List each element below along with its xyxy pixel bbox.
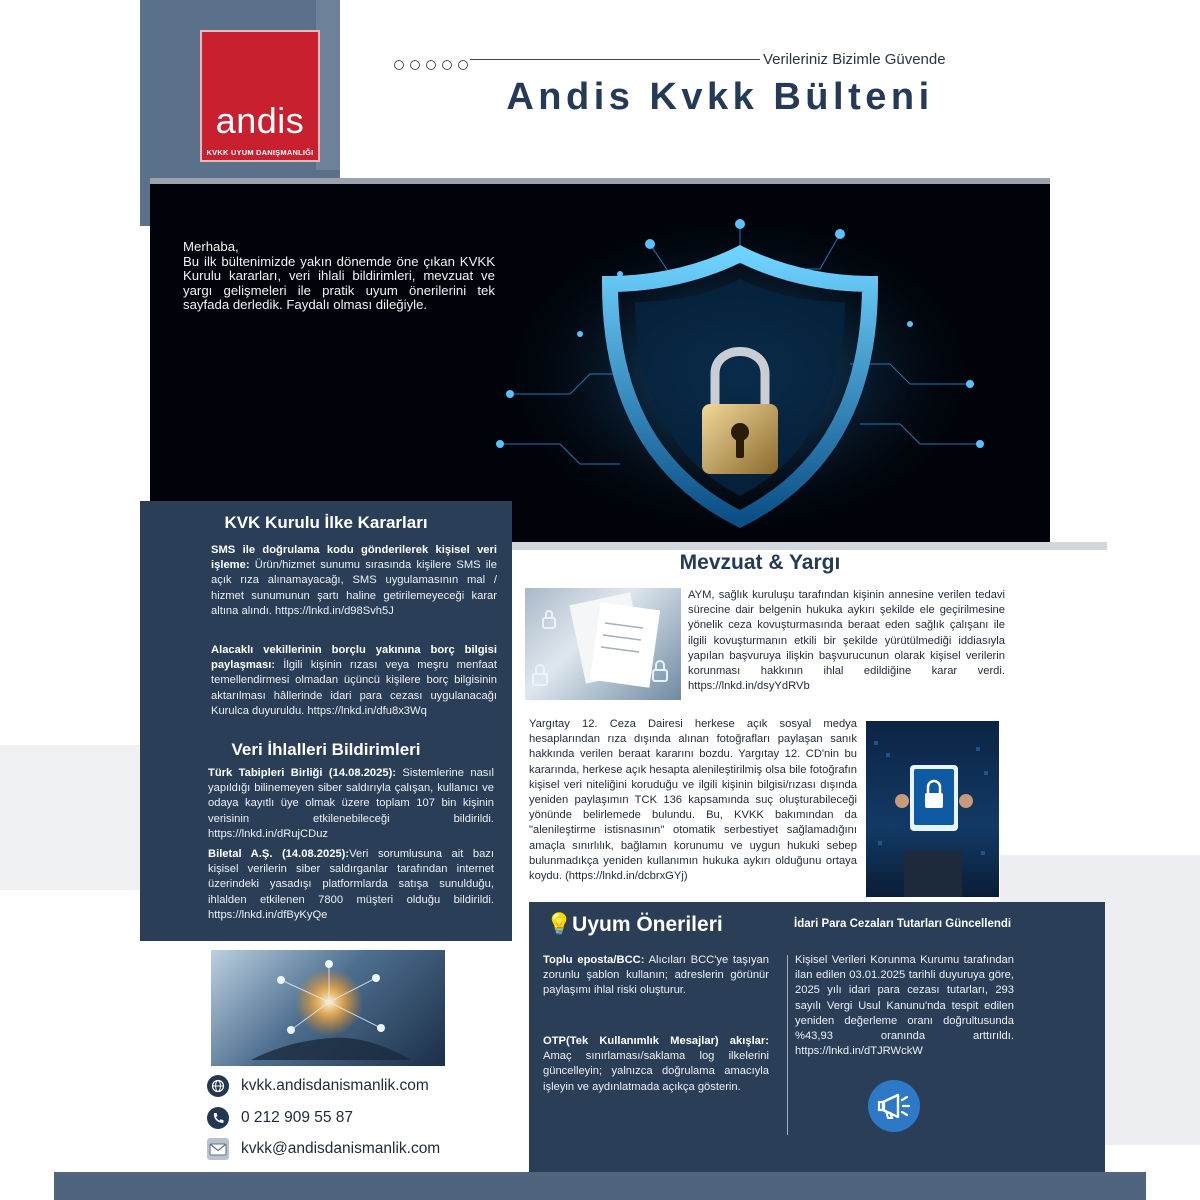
item-lead: OTP(Tek Kullanımlık Mesajlar) akışlar: [543,1035,769,1047]
recommendation-item [543,1034,769,1095]
item-body: İlgili kişinin rızası veya meşru menfaat temellendirmesi olmadan üçüncü kişilere borç bilgisinin aktarılması hâllerinde idari para cezası uygulanacağı Kurulca duyuruldu. https://lnkd.in/dfu8x3Wq [211,659,497,717]
globe-icon [207,1075,229,1097]
envelope-icon [207,1138,229,1160]
fines-text: Kişisel Verileri Korunma Kurumu tarafından ilan edilen 03.01.2025 tarihli duyuruya göre, 2025 yılı idari para cezası tutarları, 293 sayılı Vergi Usul Kanunu'nda tespit edilen yeniden değerleme oranı doğrultusunda %43,93 oranında arttırıldı. https://lnkd.in/dTJRWckW [795,954,1014,1058]
tagline: Verileriniz Bizimle Güvende [763,51,946,68]
tablet-lock-photo [866,721,999,897]
board-decision-item [211,643,497,719]
item-lead: Alacaklı vekillerinin borçlu yakınına borç bilgisi paylaşması: [211,644,497,672]
panel-divider [787,955,788,1135]
megaphone-icon [868,1080,920,1132]
item-lead: Toplu eposta/BCC: [543,954,645,966]
recommendations-title [546,913,723,937]
left-news-panel [140,501,512,941]
item-body: Sistemlerine nasıl yapıldığı bilinemeyen siber saldırıyla çalışan, kullanıcı ve odaya kayıtlı üye olmak üzere toplam 107 bin kişinin verisinin etkilenebileceği bildirildi. https://lnkd.in/dRujCDuz [208,767,494,840]
network-hand-image [211,950,445,1066]
network-hand-photo [211,950,445,1066]
breach-notices-title: Veri İhlalleri Bildirimleri [231,740,421,759]
contact-phone[interactable] [207,1107,353,1129]
logo-subtitle: KVKK UYUM DANIŞMANLIĞI [206,148,314,157]
board-decisions-title: KVK Kurulu İlke Kararları [224,513,428,532]
header-rule [470,59,760,60]
recommendations-title-text: Uyum Önerileri [572,913,723,936]
phone-number[interactable]: 0 212 909 55 87 [241,1109,354,1126]
section-strip [510,542,1107,550]
shield-lock-illustration [150,184,1050,542]
item-lead: Biletal A.Ş. (14.08.2025): [208,848,350,860]
item-body: Ürün/hizmet sunumu sırasında kişilere SMS ile açık rıza alınamayacağı, SMS uygulamasının mal / hizmet sunumunun şartı haline getirilemeyeceği karar altına alındı. https://lnkd.in/d98Svh5J [211,559,497,617]
item-body: Veri sorumlusuna ait bazı kişisel verilerin siber saldırganlar tarafından internet üzerindeki yasadışı platformlarda satışa sunulduğu, ihlalden etkilenen 7800 müşteri olduğu bildirildi. https://lnkd.in/dfByKyQe [208,848,494,921]
phone-icon [207,1107,229,1129]
board-decision-item [211,543,497,619]
recommendation-item [543,953,769,999]
legislation-item-aym: AYM, sağlık kuruluşu tarafından kişinin annesine verilen tedavi sürecine dair belgenin hukuka aykırı şekilde ele geçirilmesine yönelik ceza kovuşturmasında beraat eden sağlık çalışanı ile ilgili kovuşturmanın etkili bir şekilde yürütülmediği iddiasıyla yapılan başvuruya ilişkin başvurucunun olarak kişisel verilerin korunması hakkının ihlal edildiğine karar verdi. https://lnkd.in/dsyYdRVb [688,589,1005,693]
contact-website[interactable] [207,1075,429,1097]
lightbulb-icon: 💡 [546,913,573,936]
decorative-dots [394,60,468,70]
document-lock-image [525,588,681,700]
newsletter-title: Andis Kvkk Bülteni [506,76,934,118]
intro-body: Bu ilk bültenimizde yakın dönemde öne çıkan KVKK Kurulu kararları, veri ihlali bildirimleri, mevzuat ve yargı gelişmeleri ile pratik uyum önerilerini tek sayfada derledik. Faydalı olması dileğiyle. [183,253,495,313]
breach-notice-item [208,766,494,842]
intro-greeting: Merhaba, [183,239,239,254]
footer-bar [54,1172,1146,1200]
fines-title: İdari Para Cezaları Tutarları Güncellendi [794,918,1012,930]
item-lead: Türk Tabipleri Birliği (14.08.2025): [208,767,397,779]
documents-photo [525,588,681,700]
legislation-title: Mevzuat & Yargı [679,551,841,574]
logo-wordmark: andis [215,100,305,141]
item-body: Amaç sınırlaması/saklama log ilkelerini güncelleyin; yalnızca doğrulama amacıyla işleyin ve aydınlatmada açıkça gösterin. [543,1050,769,1093]
website-link[interactable]: kvkk.andisdanismanlik.com [241,1077,429,1094]
hero-banner [150,178,1050,542]
brand-logo [200,30,320,162]
email-address[interactable]: kvkk@andisdanismanlik.com [241,1140,441,1157]
legislation-item-yargitay: Yargıtay 12. Ceza Dairesi herkese açık sosyal medya hesaplarından rıza dışında alınan fotoğrafları paylaşan sanık hakkında verilen beraat kararını bozdu. Yargıtay 12. CD'nin bu kararında, herkese açık hesapta alenileştirilmiş olsa bile fotoğrafın kişisel veri niteliğini koruduğu ve ilgili kişinin bilgisi/rızası dışında yeniden paylaşımın TCK 136 kapsamında suç oluşturabileceği yönünde belirlemede bulundu. Bu, KVKK bakımından da "alenileştirme istisnasının" otomatik serbestiyet sağlamadığını amaçla sınırlılık, bağlamın korunumu ve uygun hukuki sebep bulunmadıkça yeniden kullanımın hukuka aykırı olduğunu ortaya koydu. (https://lnkd.in/dcbrxGYj) [529,718,857,883]
intro-text [183,240,495,313]
person-tablet-image [866,721,999,897]
breach-notice-item [208,847,494,923]
contact-email[interactable] [207,1138,440,1160]
item-lead: SMS ile doğrulama kodu gönderilerek kişisel veri işleme: [211,544,497,572]
item-body: Alıcıları BCC'ye taşıyan zorunlu şablon kullanın; adreslerin görünür paylaşımı ihlal riski oluşturur. [543,954,769,997]
